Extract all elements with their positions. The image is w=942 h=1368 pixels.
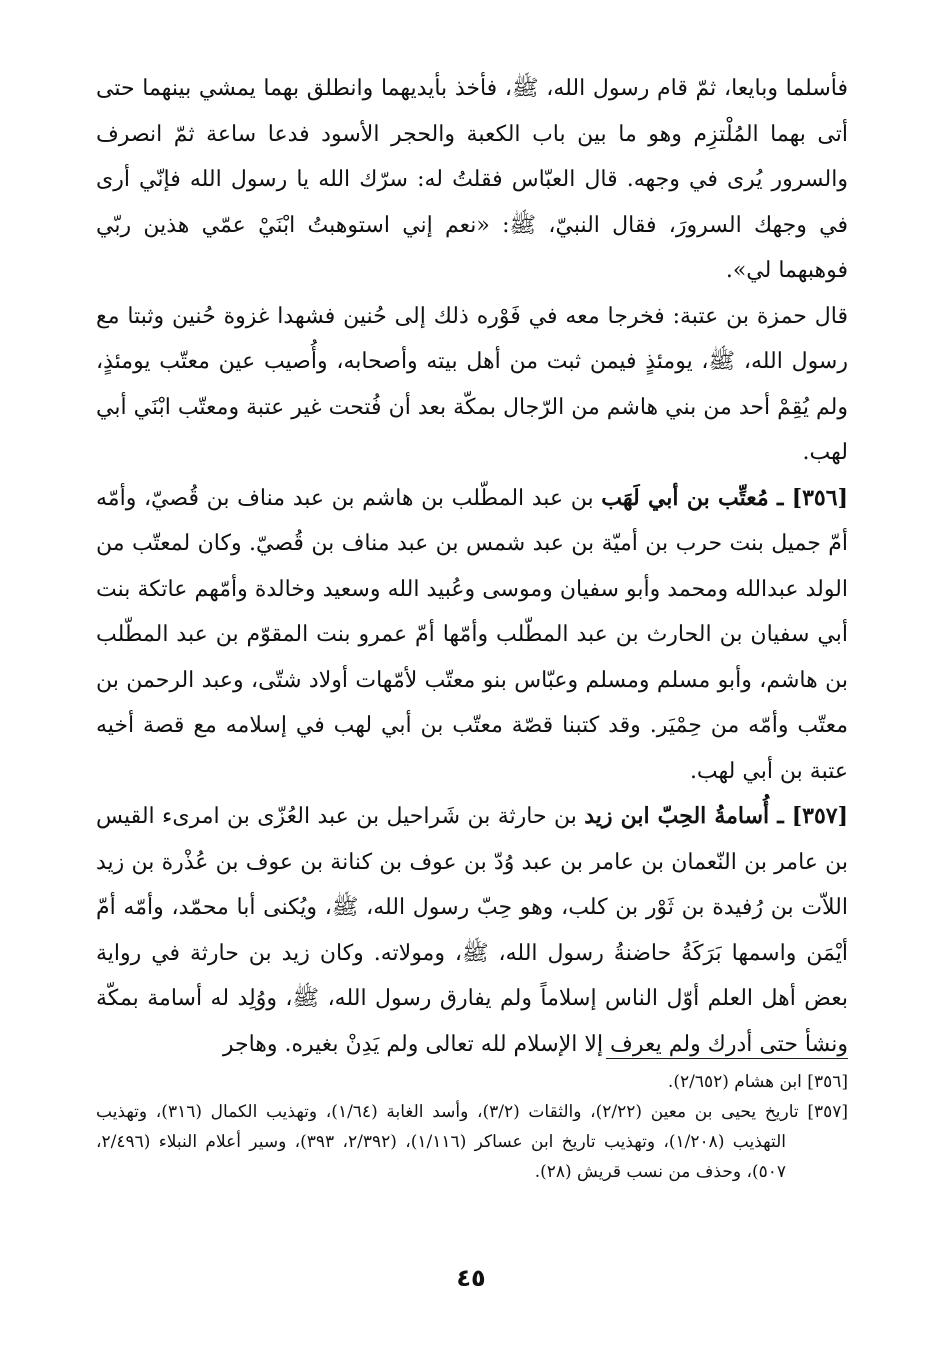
entry-text-357: بن حارثة بن شَراحيل بن عبد العُزّى بن امرىء القيس بن عامر بن النّعمان بن عامر بن عبد وُدّ بن عوف بن كنانة بن عوف بن عُذْرة بن زيد اللاّت بن رُفيدة بن ثَوْر بن كلب، وهو حِبّ رسول الله، ﷺ، ويُكنى أبا محمّد، وأمّه أمّ أيْمَن واسمها بَرَكَةُ حاضنةُ رسول الله، ﷺ، ومولاته. وكان زيد بن حارثة في رواية بعض أهل العلم أوّل الناس إسلاماً ولم يفارق رسول الله، ﷺ، ووُلِد له أسامة بمكّة ونشأ حتى أدرك ولم يعرف إلا الإسلام لله تعالى ولم يَدِنْ بغيره. وهاجر	[96, 804, 848, 1057]
entry-heading-357: [٣٥٧] ـ أُسامةُ الحِبّ ابن زيد	[584, 803, 849, 829]
entry-text-356: بن عبد المطّلب بن هاشم بن عبد مناف بن قُصيّ، وأمّه أمّ جميل بنت حرب بن أميّة بن عبد شمس بن عبد مناف بن قُصيّ. وكان لمعتّب من الولد عبدالله ومحمد وأبو سفيان وموسى وعُبيد الله وسعيد وخالدة وأمّهم عاتكة بنت أبي سفيان بن الحارث بن عبد المطّلب وأمّها أمّ عمرو بنت المقوّم بن عبد المطّلب بن هاشم، وأبو مسلم ومسلم وعبّاس بنو معتّب لأمّهات أولاد شتّى، وعبد الرحمن بن معتّب وأمّه من حِمْيَر. وقد كتبنا قصّة معتّب بن أبي لهب في إسلامه مع قصة أخيه عتبة بن أبي لهب.	[96, 485, 849, 784]
main-text	[96, 66, 848, 1067]
footnotes	[96, 1058, 848, 1187]
paragraph-entry-356	[96, 476, 848, 795]
paragraph-2: قال حمزة بن عتبة: فخرجا معه في فَوْره ذلك إلى حُنين فشهدا غزوة حُنين وثبتا مع رسول الله، ﷺ، يومئذٍ فيمن ثبت من أهل بيته وأصحابه، وأُصيب عين معتّب يومئذٍ، ولم يُقِمْ أحد من بني هاشم من الرّجال بمكّة بعد أن فُتحت غير عتبة ومعتّب ابْنَي أبي لهب.	[96, 303, 849, 465]
footnote-357: [٣٥٧] تاريخ يحيى بن معين (٢/٢٢)، والثقات (٣/٢)، وأسد الغابة (١/٦٤)، وتهذيب الكمال (٣١٦)، وتهذيب التهذيب (١/٢٠٨)، وتهذيب تاريخ ابن عساكر (١/١١٦)، (٢/٣٩٢، ٣٩٣)، وسير أعلام النبلاء (٢/٤٩٦، ٥٠٧)، وحذف من نسب قريش (٢٨).	[96, 1102, 849, 1182]
footnote-separator	[606, 1058, 848, 1059]
page-number: ٤٥	[456, 1264, 486, 1292]
footnote-356: [٣٥٦] ابن هشام (٢/٦٥٢).	[667, 1072, 848, 1092]
paragraph-entry-357	[96, 794, 848, 1067]
paragraph-1: فأسلما وبايعا، ثمّ قام رسول الله، ﷺ، فأخذ بأيديهما وانطلق بهما يمشي بينهما حتى أتى بهما المُلْتزِم وهو ما بين باب الكعبة والحجر الأسود فدعا ساعة ثمّ انصرف والسرور يُرى في وجهه. قال العبّاس فقلتُ له: سرّك الله يا رسول الله فإنّي أرى في وجهك السرورَ، فقال النبيّ، ﷺ: «نعم إني استوهبتُ ابْنَيْ عمّي هذين ربّي فوهبهما لي».	[96, 76, 848, 283]
entry-heading-356: [٣٥٦] ـ مُعتِّب بن أبي لَهَب	[601, 484, 848, 511]
